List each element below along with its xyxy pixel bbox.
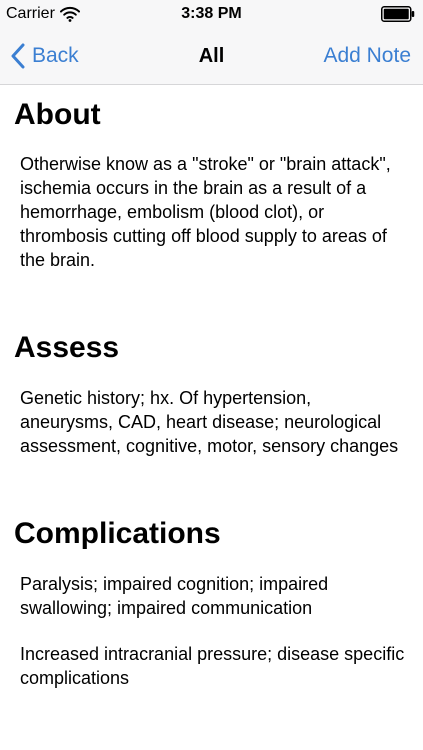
section-paragraph: Paralysis; impaired cognition; impaired swallowing; impaired communication — [20, 574, 329, 618]
section-body-complications — [20, 572, 405, 690]
back-label: Back — [32, 44, 79, 67]
section-title-assess: Assess — [14, 331, 120, 364]
section-assess — [14, 330, 409, 458]
section-complications — [14, 516, 409, 690]
section-paragraph: Otherwise know as a "stroke" or "brain attack", ischemia occurs in the brain as a result of a hemorrhage, embolism (blood clot), or thrombosis cutting off blood supply to areas of the brain. — [20, 154, 391, 270]
section-body-assess — [20, 386, 405, 458]
carrier-label: Carrier — [6, 5, 55, 22]
section-paragraph: Genetic history; hx. Of hypertension, aneurysms, CAD, heart disease; neurological assessment, cognitive, motor, sensory changes — [20, 388, 399, 456]
status-bar — [0, 0, 423, 28]
content-area[interactable] — [0, 85, 423, 690]
page-title: All — [198, 45, 225, 67]
navigation-bar — [0, 28, 423, 85]
battery-full-icon — [381, 6, 415, 22]
section-about — [14, 97, 409, 272]
section-title-about: About — [14, 98, 101, 131]
status-time: 3:38 PM — [181, 5, 242, 22]
section-body-about — [20, 152, 405, 272]
add-note-button[interactable]: Add Note — [323, 44, 411, 67]
section-title-complications: Complications — [14, 517, 221, 550]
section-paragraph: Increased intracranial pressure; disease specific complications — [20, 644, 405, 688]
